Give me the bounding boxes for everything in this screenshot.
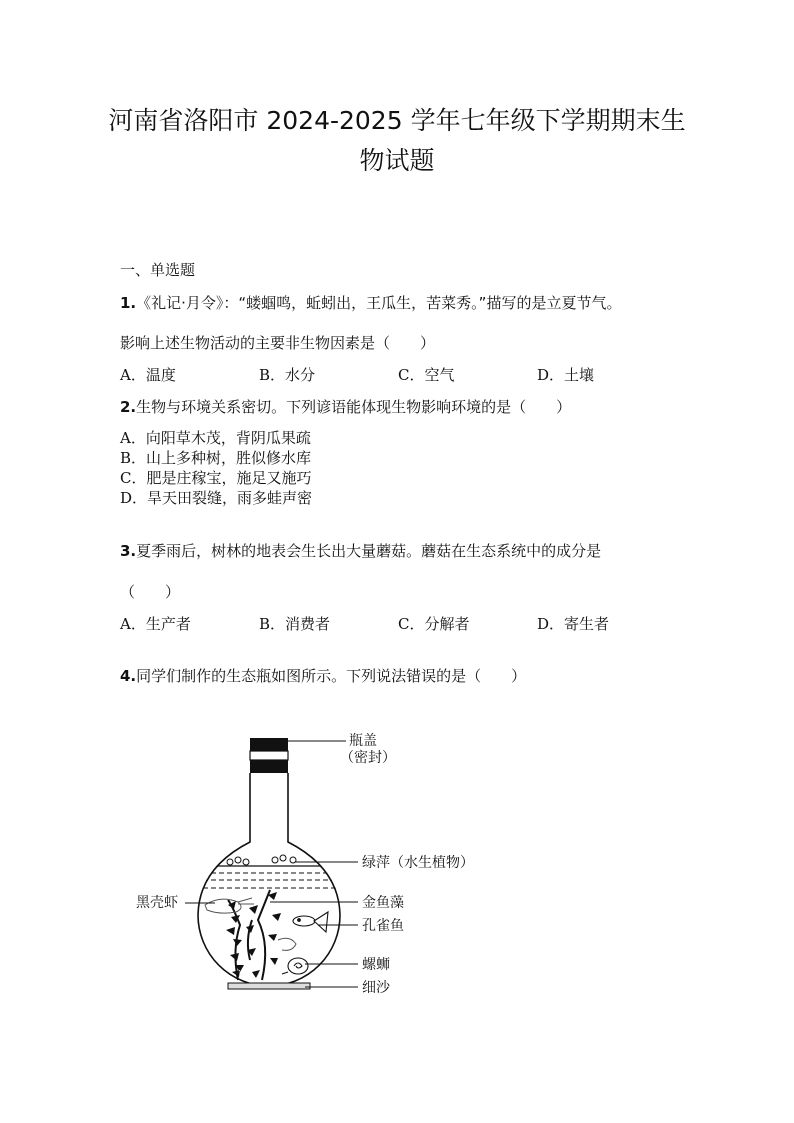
label-hornwort: 金鱼藻 (362, 895, 404, 911)
q1-option-d: D．土壤 (537, 366, 595, 384)
bottle-cap (250, 738, 288, 751)
question-number: 2. (120, 398, 137, 416)
snail (282, 958, 308, 974)
q2-option-c: C．肥是庄稼宝，施足又施巧 (120, 469, 312, 487)
duckweed (227, 855, 296, 865)
q3-option-d: D．寄生者 (537, 615, 610, 633)
label-shrimp: 黑壳虾 (136, 895, 178, 911)
label-guppy: 孔雀鱼 (362, 918, 404, 934)
q1-option-c: C．空气 (398, 366, 455, 384)
label-duckweed: 绿萍（水生植物） (362, 855, 474, 871)
question-text: 夏季雨后，树林的地表会生长出大量蘑菇。蘑菇在生态系统中的成分是 (136, 542, 602, 560)
question-number: 3. (120, 542, 137, 560)
label-cap: 瓶盖 (349, 733, 377, 749)
question-1-line-2: 影响上述生物活动的主要非生物因素是（ ） (120, 334, 436, 352)
question-text: 同学们制作的生态瓶如图所示。下列说法错误的是（ ） (136, 667, 527, 685)
question-text: 生物与环境关系密切。下列谚语能体现生物影响环境的是（ ） (136, 398, 572, 416)
q3-option-a: A．生产者 (120, 615, 191, 633)
q3-option-c: C．分解者 (398, 615, 470, 633)
label-sealed: （密封） (340, 750, 396, 766)
question-text: 《礼记·月令》：“蝼蝈鸣，蚯蚓出，王瓜生，苦菜秀。”描写的是立夏节气。 (136, 294, 622, 312)
section-heading: 一、单选题 (120, 261, 196, 279)
q2-option-d: D．旱天田裂缝，雨多蛙声密 (120, 489, 313, 507)
sand-layer (228, 983, 310, 989)
q2-option-a: A．向阳草木茂，背阴瓜果疏 (120, 429, 311, 447)
document-title-line-2: 物试题 (359, 146, 435, 175)
q1-option-b: B．水分 (259, 366, 316, 384)
q2-option-b: B．山上多种树，胜似修水库 (120, 449, 312, 467)
guppy (293, 912, 328, 932)
document-title-line-1: 河南省洛阳市 2024-2025 学年七年级下学期期末生 (108, 106, 686, 135)
q3-option-b: B．消费者 (259, 615, 331, 633)
q1-option-a: A．温度 (120, 366, 176, 384)
leader-lines (185, 741, 358, 987)
question-number: 4. (120, 667, 137, 685)
question-3-line-2: （ ） (120, 583, 181, 601)
label-snail: 螺蛳 (362, 957, 390, 973)
question-number: 1. (120, 294, 137, 312)
label-sand: 细沙 (362, 980, 390, 996)
hornwort-leaves (226, 892, 281, 978)
